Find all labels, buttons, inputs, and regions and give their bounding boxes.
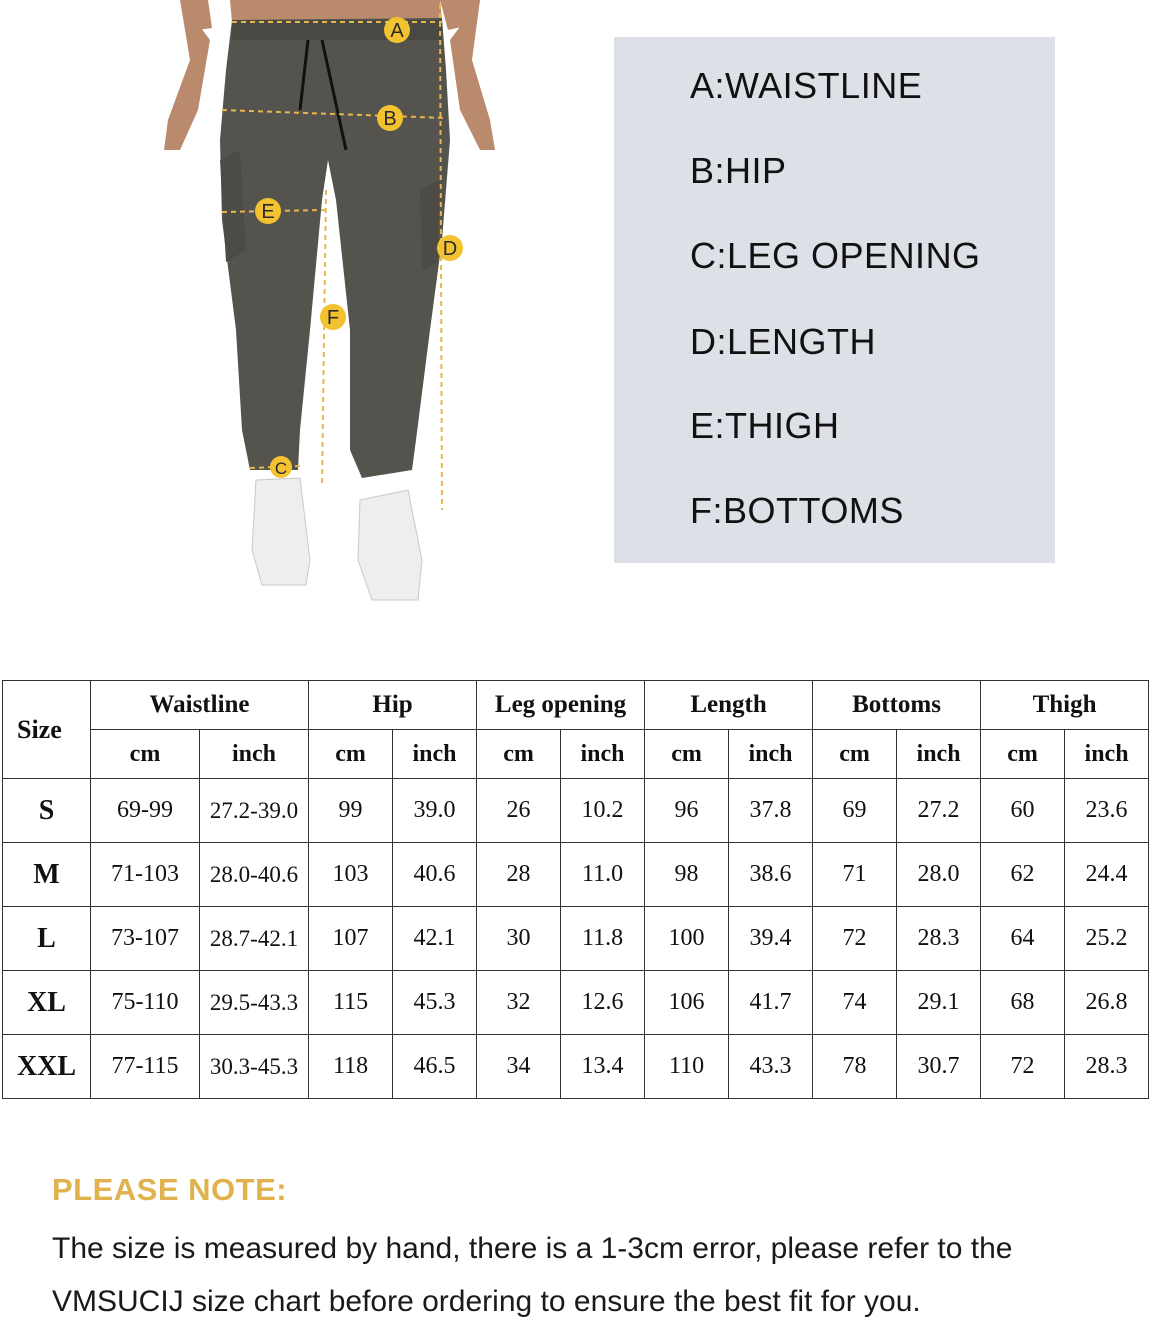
- guide-f: [322, 190, 326, 485]
- note-title: PLEASE NOTE:: [52, 1172, 288, 1207]
- table-cell: 46.5: [393, 1035, 477, 1099]
- table-cell: 32: [477, 971, 561, 1035]
- marker-c: [270, 456, 292, 478]
- table-cell: 41.7: [729, 971, 813, 1035]
- legend-item-length: D:LENGTH: [690, 321, 877, 362]
- table-cell: 23.6: [1065, 779, 1149, 843]
- right-shoe: [358, 490, 422, 600]
- table-cell: 73-107: [91, 907, 200, 971]
- table-row: [3, 907, 1149, 971]
- table-cell: 28.7-42.1: [200, 907, 309, 971]
- group-header-leg-opening: Leg opening: [477, 681, 645, 730]
- table-cell: 69: [813, 779, 897, 843]
- table-cell: 78: [813, 1035, 897, 1099]
- svg-text:C: C: [274, 459, 288, 478]
- table-cell: 118: [309, 1035, 393, 1099]
- measurement-legend: [614, 37, 1055, 563]
- table-cell: 13.4: [561, 1035, 645, 1099]
- legend-item-hip: B:HIP: [690, 150, 787, 191]
- svg-text:A: A: [390, 20, 404, 42]
- table-cell: 39.4: [729, 907, 813, 971]
- table-cell: 30.3-45.3: [200, 1035, 309, 1099]
- legend-item-leg-opening: C:LEG OPENING: [690, 235, 981, 276]
- table-cell: 30.7: [897, 1035, 981, 1099]
- svg-text:B: B: [383, 108, 397, 130]
- group-header-row: [3, 681, 1149, 730]
- table-cell: 75-110: [91, 971, 200, 1035]
- table-row: [3, 779, 1149, 843]
- unit-header: inch: [729, 730, 813, 779]
- unit-header-row: [3, 730, 1149, 779]
- table-cell: 28.0: [897, 843, 981, 907]
- group-header-bottoms: Bottoms: [813, 681, 981, 730]
- table-cell: 45.3: [393, 971, 477, 1035]
- size-label: L: [3, 907, 91, 971]
- table-cell: 26.8: [1065, 971, 1149, 1035]
- table-cell: 38.6: [729, 843, 813, 907]
- table-cell: 62: [981, 843, 1065, 907]
- table-cell: 29.5-43.3: [200, 971, 309, 1035]
- table-cell: 29.1: [897, 971, 981, 1035]
- table-cell: 30: [477, 907, 561, 971]
- table-cell: 77-115: [91, 1035, 200, 1099]
- legend-item-bottoms: F:BOTTOMS: [690, 490, 904, 531]
- svg-text:F: F: [326, 307, 340, 329]
- table-cell: 28.3: [1065, 1035, 1149, 1099]
- table-cell: 103: [309, 843, 393, 907]
- table-cell: 99: [309, 779, 393, 843]
- size-label: S: [3, 779, 91, 843]
- table-cell: 40.6: [393, 843, 477, 907]
- table-cell: 71: [813, 843, 897, 907]
- svg-text:E: E: [261, 201, 275, 223]
- table-cell: 74: [813, 971, 897, 1035]
- table-cell: 42.1: [393, 907, 477, 971]
- table-row: [3, 1035, 1149, 1099]
- table-cell: 72: [813, 907, 897, 971]
- table-cell: 10.2: [561, 779, 645, 843]
- table-cell: 43.3: [729, 1035, 813, 1099]
- legend-item-thigh: E:THIGH: [690, 405, 840, 446]
- marker-e: [255, 198, 281, 224]
- unit-header: inch: [561, 730, 645, 779]
- size-column-header: Size: [3, 681, 91, 779]
- marker-a: [384, 17, 410, 43]
- unit-header: inch: [393, 730, 477, 779]
- table-cell: 26: [477, 779, 561, 843]
- table-cell: 27.2: [897, 779, 981, 843]
- table-cell: 24.4: [1065, 843, 1149, 907]
- table-cell: 96: [645, 779, 729, 843]
- table-cell: 27.2-39.0: [200, 779, 309, 843]
- table-cell: 28.0-40.6: [200, 843, 309, 907]
- table-cell: 71-103: [91, 843, 200, 907]
- unit-header: cm: [813, 730, 897, 779]
- group-header-thigh: Thigh: [981, 681, 1149, 730]
- size-label: M: [3, 843, 91, 907]
- table-cell: 25.2: [1065, 907, 1149, 971]
- size-chart-table: [2, 680, 1149, 1099]
- table-cell: 68: [981, 971, 1065, 1035]
- size-label: XXL: [3, 1035, 91, 1099]
- unit-header: inch: [1065, 730, 1149, 779]
- legend-item-waistline: A:WAISTLINE: [690, 65, 923, 106]
- marker-b: [377, 105, 403, 131]
- table-cell: 34: [477, 1035, 561, 1099]
- table-cell: 11.8: [561, 907, 645, 971]
- unit-header: cm: [91, 730, 200, 779]
- table-cell: 98: [645, 843, 729, 907]
- group-header-length: Length: [645, 681, 813, 730]
- table-cell: 39.0: [393, 779, 477, 843]
- marker-d: [437, 235, 463, 261]
- table-cell: 28.3: [897, 907, 981, 971]
- table-cell: 107: [309, 907, 393, 971]
- table-cell: 110: [645, 1035, 729, 1099]
- size-label: XL: [3, 971, 91, 1035]
- right-cargo-pocket: [420, 180, 440, 270]
- table-cell: 100: [645, 907, 729, 971]
- unit-header: cm: [309, 730, 393, 779]
- pants-shape: [220, 18, 450, 478]
- left-shoe: [252, 478, 310, 585]
- table-cell: 11.0: [561, 843, 645, 907]
- table-cell: 12.6: [561, 971, 645, 1035]
- table-row: [3, 971, 1149, 1035]
- table-cell: 106: [645, 971, 729, 1035]
- unit-header: cm: [477, 730, 561, 779]
- unit-header: inch: [897, 730, 981, 779]
- pants-illustration: [150, 0, 510, 615]
- table-cell: 37.8: [729, 779, 813, 843]
- group-header-waistline: Waistline: [91, 681, 309, 730]
- svg-text:D: D: [442, 238, 458, 260]
- pants-measurement-figure: [150, 0, 510, 615]
- unit-header: cm: [981, 730, 1065, 779]
- table-cell: 115: [309, 971, 393, 1035]
- table-cell: 69-99: [91, 779, 200, 843]
- table-cell: 72: [981, 1035, 1065, 1099]
- group-header-hip: Hip: [309, 681, 477, 730]
- table-row: [3, 843, 1149, 907]
- table-cell: 64: [981, 907, 1065, 971]
- unit-header: cm: [645, 730, 729, 779]
- unit-header: inch: [200, 730, 309, 779]
- table-cell: 28: [477, 843, 561, 907]
- marker-f: [320, 304, 346, 330]
- table-cell: 60: [981, 779, 1065, 843]
- note-text: The size is measured by hand, there is a 1-3cm error, please refer to the VMSUCIJ size chart before ordering to ensure the best fit for you.: [52, 1232, 1013, 1318]
